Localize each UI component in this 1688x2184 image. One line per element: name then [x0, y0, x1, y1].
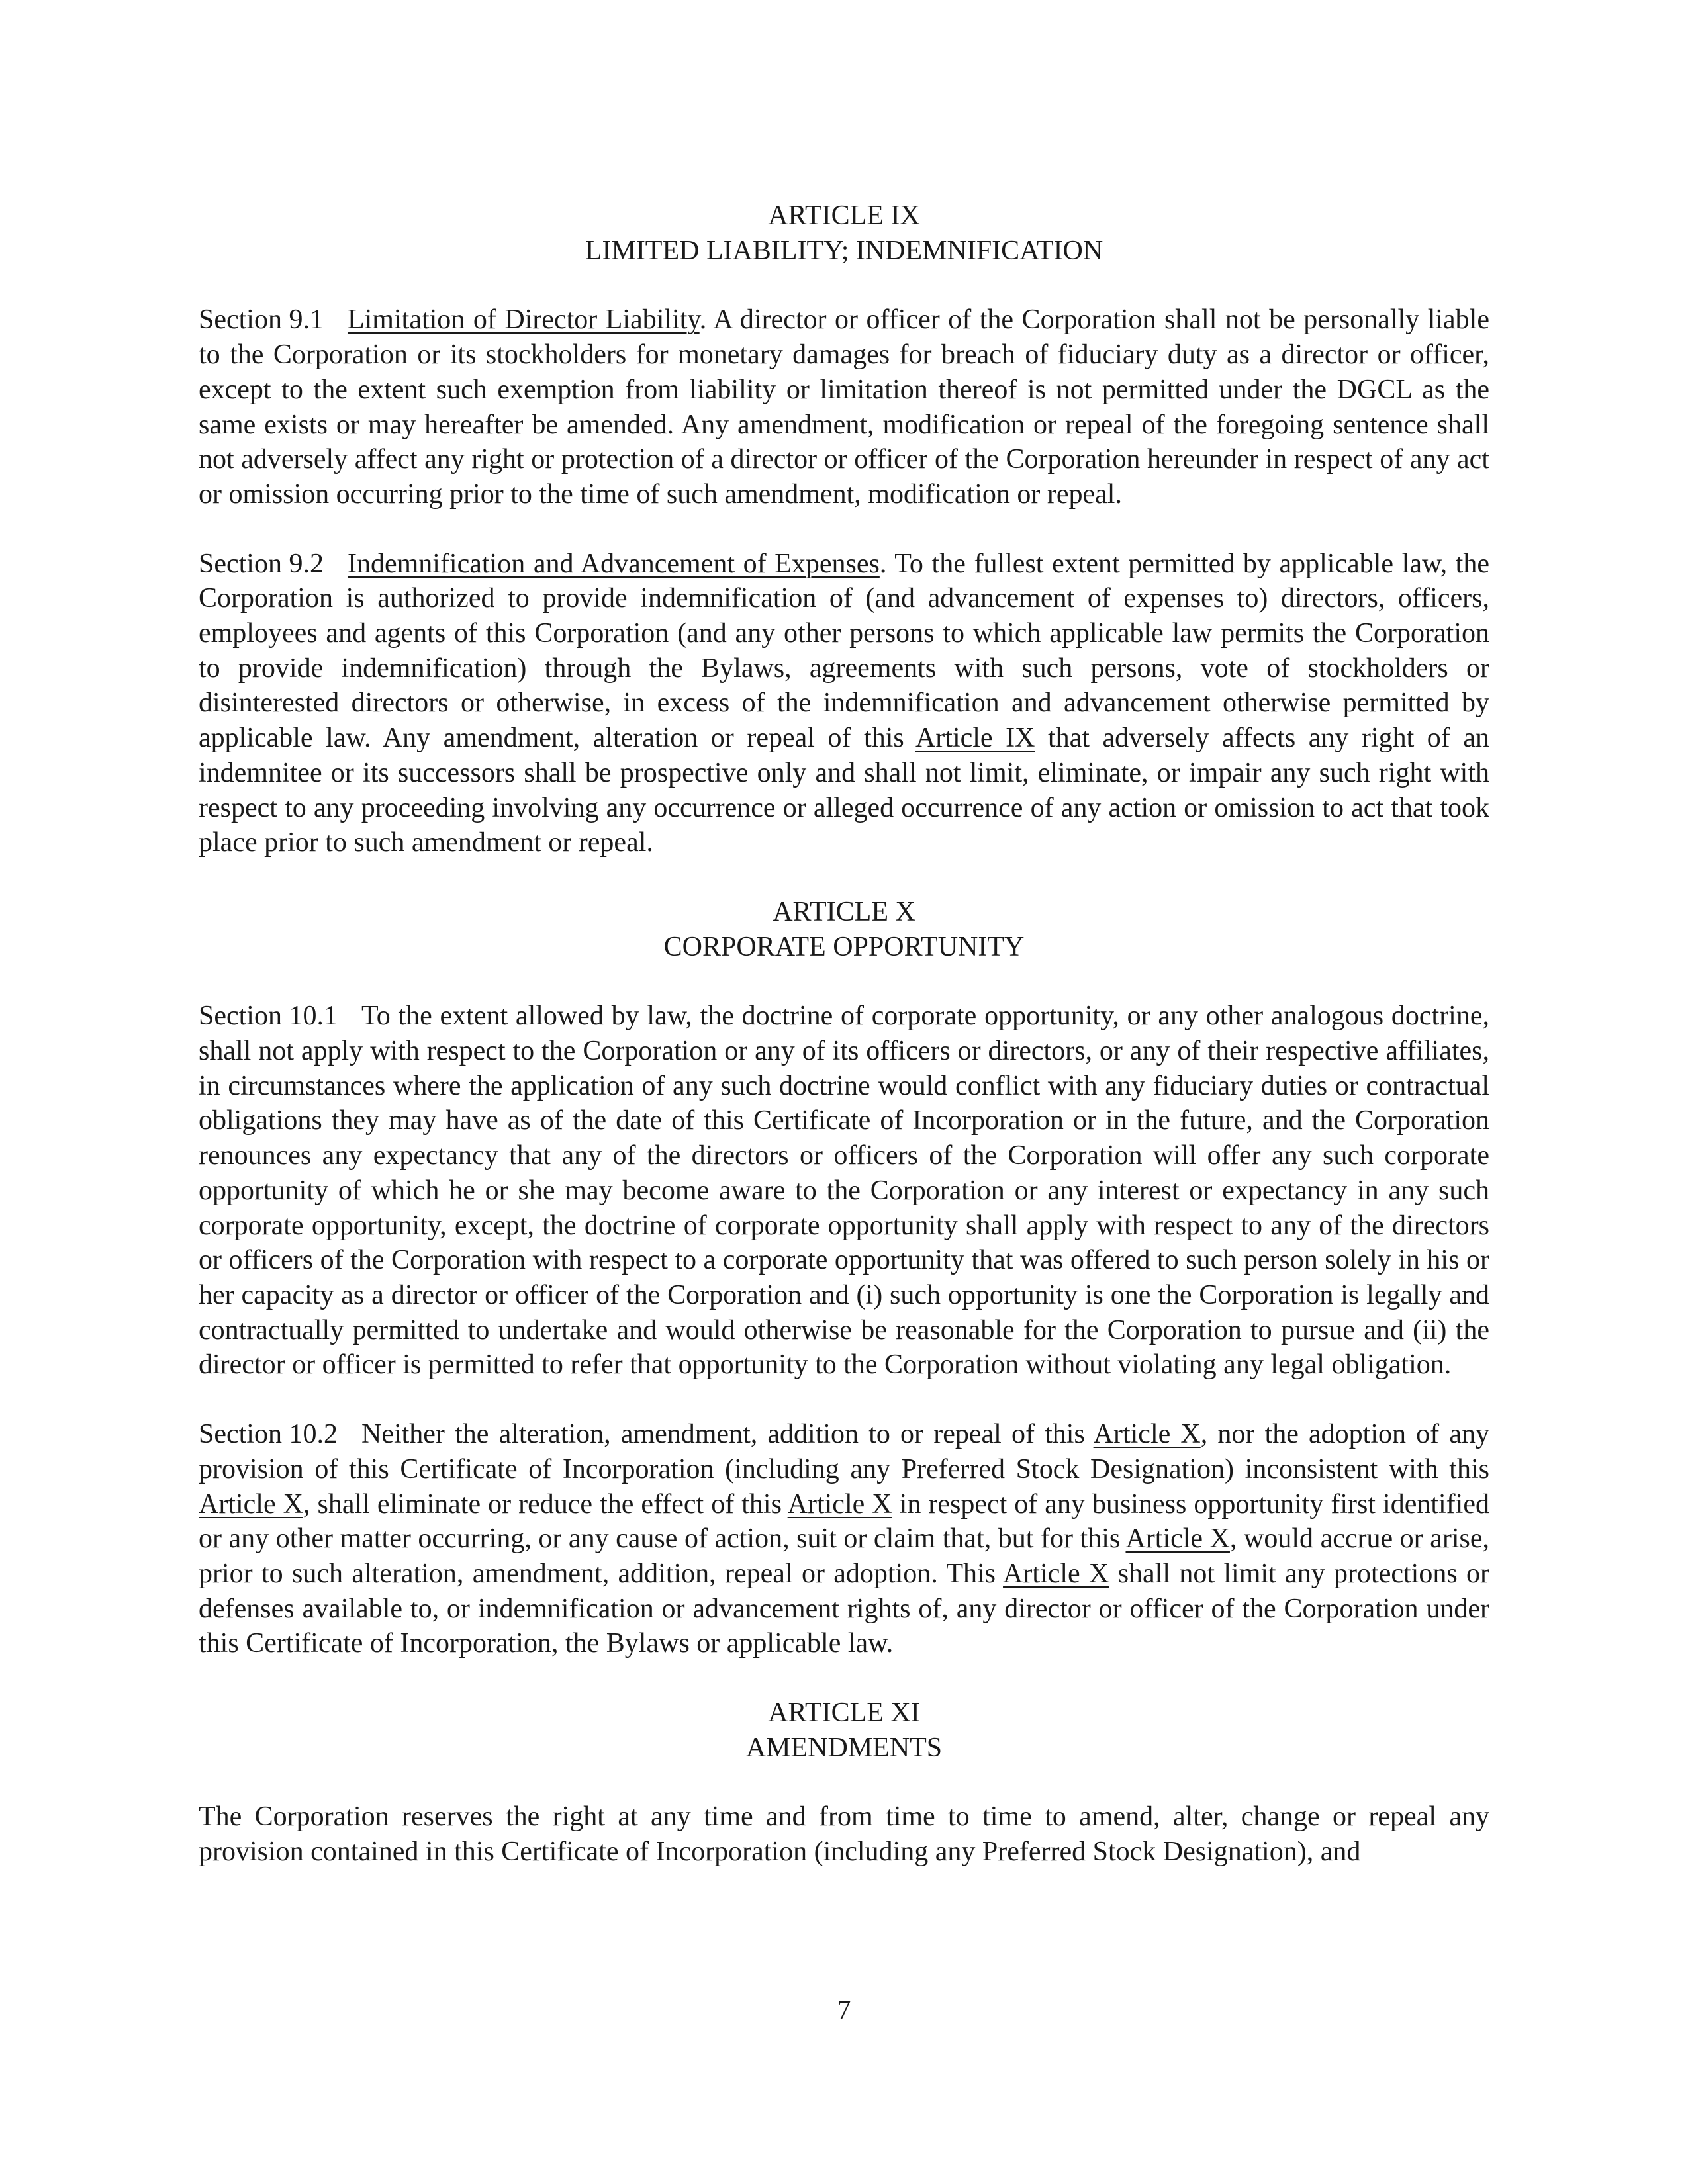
- section-10-2-text-6: shall not limit any protections or defenses available to, or indemnification or advancement rights of, any director or officer of the Corporation under this Certificate of Incorporation, the Bylaws or applicable law.: [199, 1558, 1489, 1659]
- section-10-2: [199, 1417, 1489, 1661]
- section-10-2-text-1: Neither the alteration, amendment, addition to or repeal of this: [361, 1419, 1094, 1450]
- section-9-2-heading: Indemnification and Advancement of Expenses: [347, 548, 880, 579]
- section-9-1-label: Section 9.1: [199, 304, 324, 336]
- article-x-reference: Article X: [1125, 1524, 1230, 1555]
- document-page: [199, 199, 1489, 1870]
- article-x-number: ARTICLE X: [773, 896, 915, 927]
- section-10-2-text-5: , would accrue or arise, prior to such alteration, amendment, addition, repeal or adoption. This: [199, 1524, 1489, 1589]
- section-10-1: [199, 999, 1489, 1383]
- section-9-2-label: Section 9.2: [199, 548, 324, 579]
- article-ix-number: ARTICLE IX: [768, 201, 920, 231]
- article-x-reference: Article X: [787, 1488, 892, 1520]
- article-x-heading: [199, 895, 1489, 964]
- article-x-title: CORPORATE OPPORTUNITY: [663, 931, 1025, 962]
- section-10-1-text: To the extent allowed by law, the doctrine of corporate opportunity, or any other analogous doctrine, shall not apply with respect to the Corporation or any of its officers or directors, or any of their respective affiliates, in circumstances where the application of any such doctrine would conflict with any fiduciary duties or contractual obligations they may have as of the date of this Certificate of Incorporation or in the future, and the Corporation renounces any expectancy that any of the directors or officers of the Corporation will offer any such corporate opportunity of which he or she may become aware to the Corporation or any interest or expectancy in any such corporate opportunity, except, the doctrine of corporate opportunity shall apply with respect to any of the directors or officers of the Corporation with respect to a corporate opportunity that was offered to such person solely in his or her capacity as a director or officer of the Corporation and (i) such opportunity is one the Corporation is legally and contractually permitted to undertake and would otherwise be reasonable for the Corporation to pursue and (ii) the director or officer is permitted to refer that opportunity to the Corporation without violating any legal obligation.: [199, 1001, 1489, 1381]
- article-ix-heading: [199, 199, 1489, 268]
- article-ix-reference: Article IX: [915, 723, 1035, 754]
- section-10-1-label: Section 10.1: [199, 1001, 338, 1032]
- article-x-reference: Article X: [199, 1488, 303, 1520]
- section-10-2-text-2: , nor the adoption of any provision of this Certificate of Incorporation (including any Preferred Stock Designation) inconsistent with this: [199, 1419, 1489, 1484]
- section-9-1: [199, 302, 1489, 512]
- article-xi-number: ARTICLE XI: [768, 1698, 920, 1729]
- section-10-2-text-3: , shall eliminate or reduce the effect of this: [303, 1488, 788, 1520]
- section-9-2-text-b: that adversely affects any right of an indemnitee or its successors shall be prospective only and shall not limit, eliminate, or impair any such right with respect to any proceeding involving any occurrence or alleged occurrence of any action or omission to act that took place prior to such amendment or repeal.: [199, 723, 1489, 858]
- section-9-1-text: . A director or officer of the Corporation shall not be personally liable to the Corporation or its stockholders for monetary damages for breach of fiduciary duty as a director or officer, except to the extent such exemption from liability or limitation thereof is not permitted under the DGCL as the same exists or may hereafter be amended. Any amendment, modification or repeal of the foregoing sentence shall not adversely affect any right or protection of a director or officer of the Corporation hereunder in respect of any act or omission occurring prior to the time of such amendment, modification or repeal.: [199, 304, 1489, 510]
- article-x-reference: Article X: [1093, 1419, 1201, 1450]
- section-9-1-heading: Limitation of Director Liability: [347, 304, 700, 336]
- section-9-2: [199, 547, 1489, 860]
- article-ix-title: LIMITED LIABILITY; INDEMNIFICATION: [585, 235, 1103, 266]
- section-10-2-text-4: in respect of any business opportunity first identified or any other matter occurring, or any cause of action, suit or claim that, but for this: [199, 1488, 1489, 1555]
- article-xi-title: AMENDMENTS: [745, 1732, 943, 1763]
- section-10-2-label: Section 10.2: [199, 1419, 338, 1450]
- section-9-2-text-a: . To the fullest extent permitted by applicable law, the Corporation is authorized to provide indemnification of (and advancement of expenses to) directors, officers, employees and agents of this Corporation (and any other persons to which applicable law permits the Corporation to provide indemnification) through the Bylaws, agreements with such persons, vote of stockholders or disinterested directors or otherwise, in excess of the indemnification and advancement otherwise permitted by applicable law. Any amendment, alteration or repeal of this: [199, 548, 1489, 754]
- article-x-reference: Article X: [1003, 1558, 1109, 1589]
- article-xi-text: The Corporation reserves the right at any time and from time to time to amend, alter, change or repeal any provision contained in this Certificate of Incorporation (including any Preferred Stock Designation), and: [199, 1801, 1489, 1868]
- article-xi-heading: [199, 1696, 1489, 1765]
- page-number: 7: [837, 1995, 851, 2026]
